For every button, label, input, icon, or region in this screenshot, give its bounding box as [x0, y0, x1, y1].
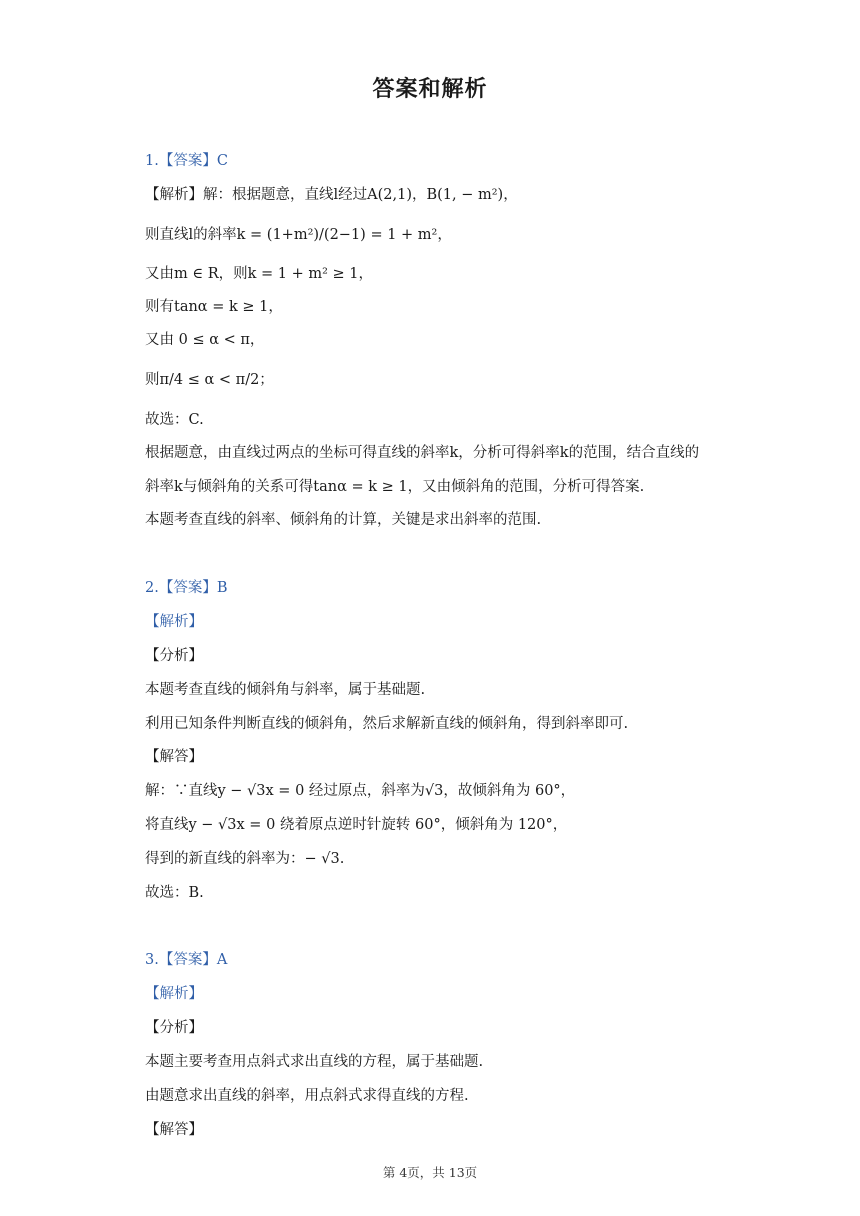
q1-line: 故选：C. — [145, 412, 204, 428]
page-title: 答案和解析 — [372, 77, 488, 102]
q1-line: 【解析】解：根据题意，直线l经过A(2,1)，B(1, − m²)， — [145, 187, 518, 203]
q2-heading: 2.【答案】B — [145, 580, 228, 596]
q2-line: 本题考查直线的倾斜角与斜率，属于基础题. — [145, 682, 426, 698]
q3-section-label: 【分析】 — [145, 1020, 203, 1036]
q1-line: 斜率k与倾斜角的关系可得tanα = k ≥ 1，又由倾斜角的范围，分析可得答案. — [145, 479, 645, 495]
q3-line: 由题意求出直线的斜率，用点斜式求得直线的方程. — [145, 1088, 469, 1104]
q1-line: 则直线l的斜率k = (1+m²)/(2−1) = 1 + m²， — [145, 227, 452, 243]
q1-heading: 1.【答案】C — [145, 153, 228, 169]
q3-section-label: 【解答】 — [145, 1122, 203, 1138]
q1-line: 则有tanα = k ≥ 1， — [145, 299, 283, 315]
q1-line: 又由m ∈ R，则k = 1 + m² ≥ 1， — [145, 266, 374, 282]
q1-line: 本题考查直线的斜率、倾斜角的计算，关键是求出斜率的范围. — [145, 512, 542, 528]
q2-line: 得到的新直线的斜率为：− √3. — [145, 851, 345, 867]
q3-heading: 3.【答案】A — [145, 952, 228, 968]
q1-line: 则π/4 ≤ α < π/2； — [145, 372, 274, 388]
q3-line: 本题主要考查用点斜式求出直线的方程，属于基础题. — [145, 1054, 484, 1070]
q1-line: 又由 0 ≤ α < π， — [145, 332, 265, 348]
q2-section-label: 【解答】 — [145, 749, 203, 765]
q1-line: 根据题意，由直线过两点的坐标可得直线的斜率k，分析可得斜率k的范围，结合直线的 — [145, 445, 700, 461]
q2-section-label: 【解析】 — [145, 614, 203, 630]
q2-line: 将直线y − √3x = 0 绕着原点逆时针旋转 60°，倾斜角为 120°， — [145, 817, 568, 833]
q2-line: 解：∵直线y − √3x = 0 经过原点，斜率为√3，故倾斜角为 60°， — [145, 783, 576, 799]
q2-section-label: 【分析】 — [145, 648, 203, 664]
page-footer: 第 4页，共 13页 — [382, 1165, 478, 1180]
q3-section-label: 【解析】 — [145, 986, 203, 1002]
q2-line: 故选：B. — [145, 885, 204, 901]
q2-line: 利用已知条件判断直线的倾斜角，然后求解新直线的倾斜角，得到斜率即可. — [145, 716, 629, 732]
